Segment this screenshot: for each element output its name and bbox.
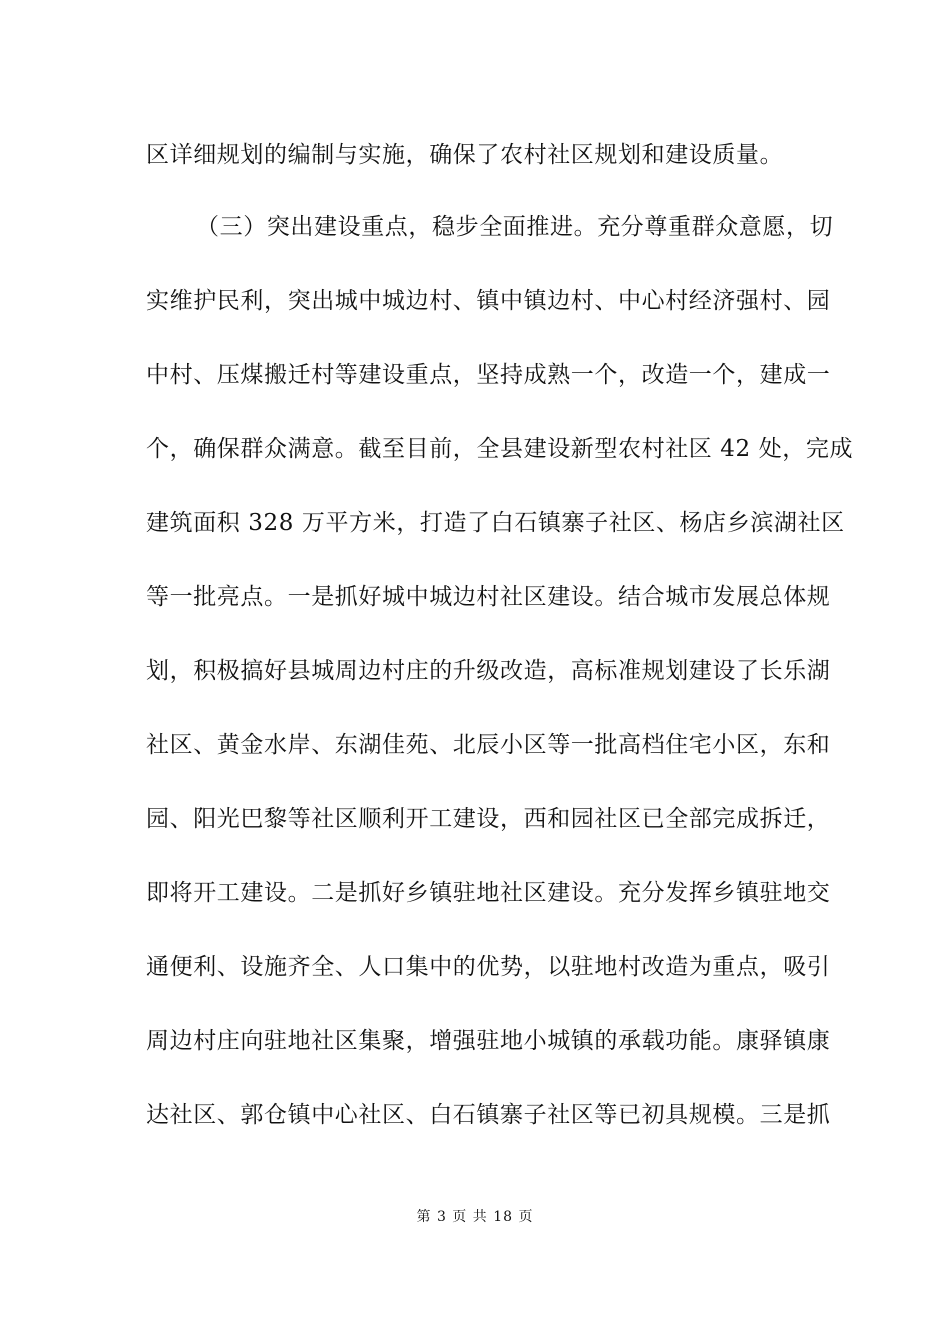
body-text-line: 个，确保群众满意。截至目前，全县建设新型农村社区 42 处，完成 — [146, 436, 854, 462]
body-text-line: 实维护民利，突出城中城边村、镇中镇边村、中心村经济强村、园 — [146, 288, 831, 314]
body-text-line: 园、阳光巴黎等社区顺利开工建设，西和园社区已全部完成拆迁， — [146, 806, 831, 832]
body-text-line: 达社区、郭仓镇中心社区、白石镇寨子社区等已初具规模。三是抓 — [146, 1102, 831, 1128]
body-text-line: 等一批亮点。一是抓好城中城边村社区建设。结合城市发展总体规 — [146, 584, 831, 610]
body-text-line: 通便利、设施齐全、人口集中的优势，以驻地村改造为重点，吸引 — [146, 954, 831, 980]
body-text-line: （三）突出建设重点，稳步全面推进。充分尊重群众意愿，切 — [196, 214, 834, 240]
page-number-footer: 第 3 页 共 18 页 — [416, 1209, 534, 1225]
body-text-line: 中村、压煤搬迁村等建设重点，坚持成熟一个，改造一个，建成一 — [146, 362, 831, 388]
body-text-line: 建筑面积 328 万平方米，打造了白石镇寨子社区、杨店乡滨湖社区 — [146, 510, 845, 536]
body-text-line: 区详细规划的编制与实施，确保了农村社区规划和建设质量。 — [146, 142, 784, 168]
body-text-line: 周边村庄向驻地社区集聚，增强驻地小城镇的承载功能。康驿镇康 — [146, 1028, 831, 1054]
body-text-line: 社区、黄金水岸、东湖佳苑、北辰小区等一批高档住宅小区，东和 — [146, 732, 831, 758]
body-text-line: 划，积极搞好县城周边村庄的升级改造，高标准规划建设了长乐湖 — [146, 658, 831, 684]
body-text-line: 即将开工建设。二是抓好乡镇驻地社区建设。充分发挥乡镇驻地交 — [146, 880, 831, 906]
